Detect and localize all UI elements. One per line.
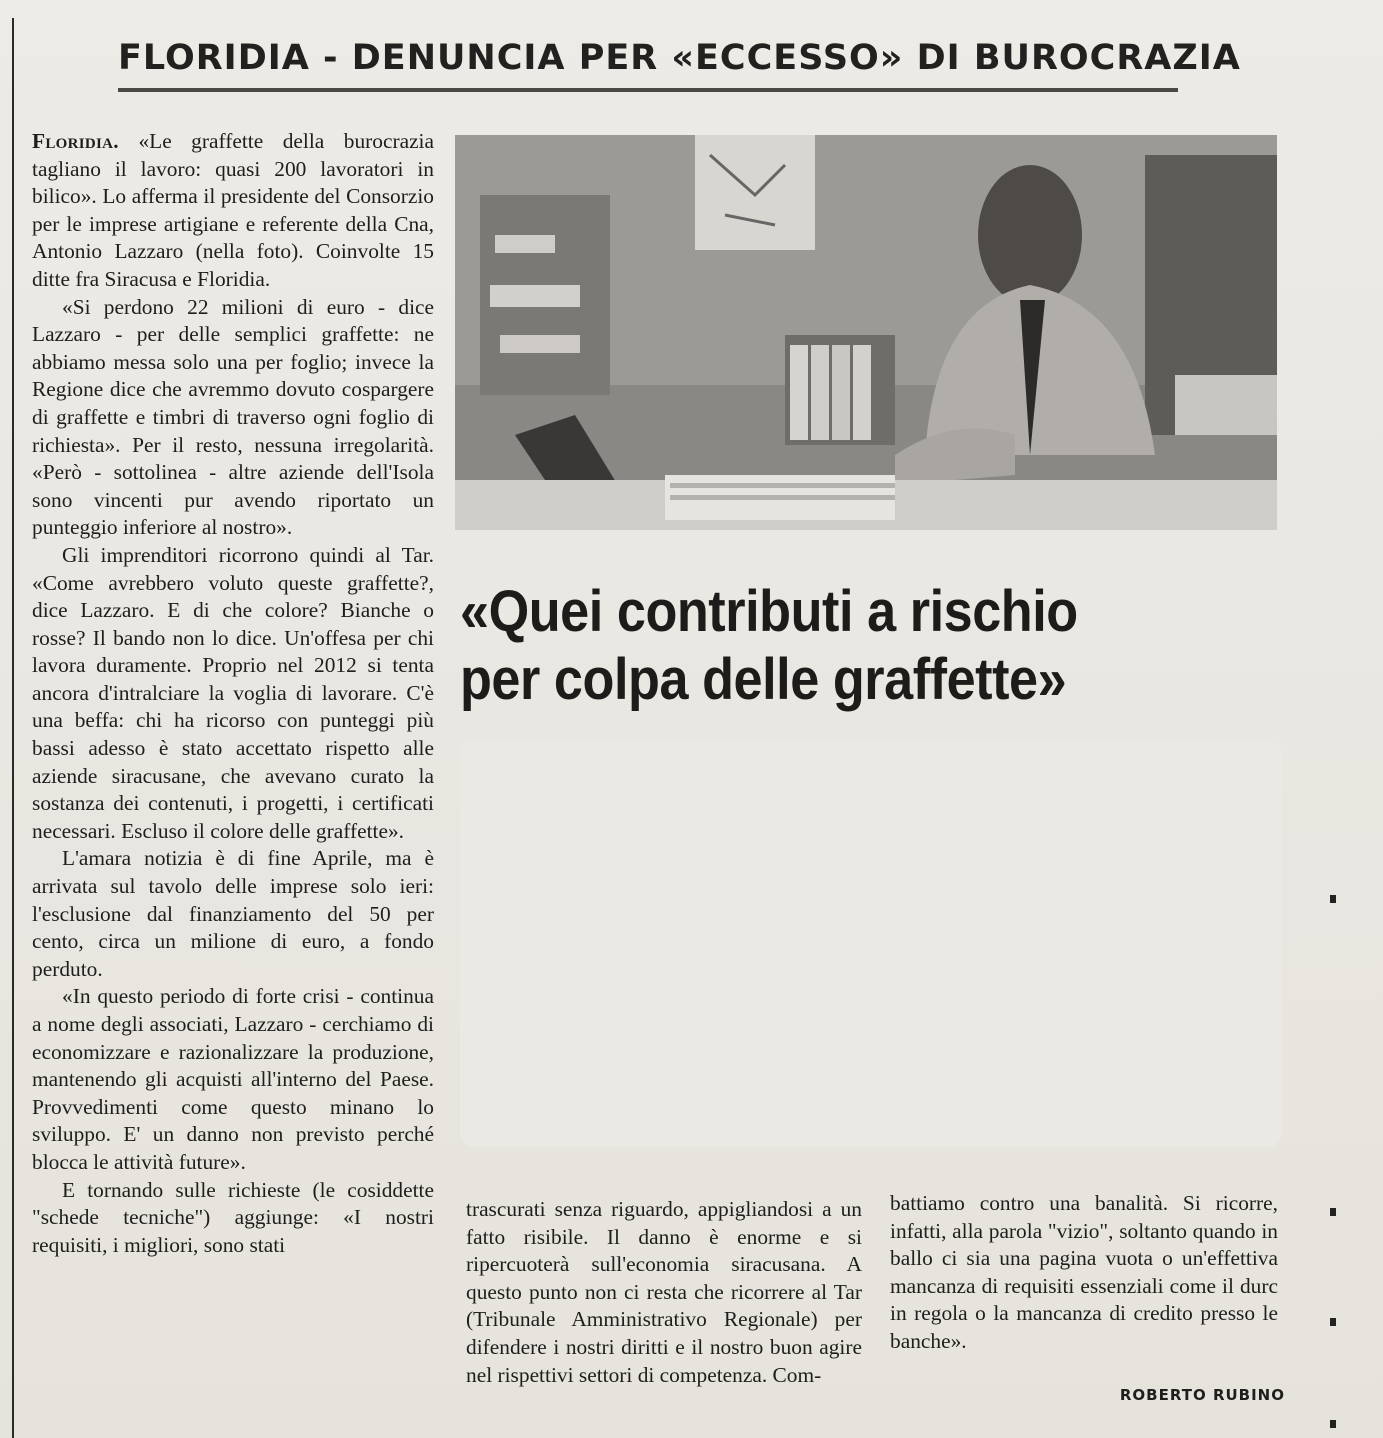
paragraph: Gli imprenditori ricorrono quindi al Tar. «Come avrebbero voluto queste graffette?, dice Lazzaro. E di che colore? Bianche o rosse? Il bando non lo dice. Un'offesa per chi lavora duramente. Proprio nel 2012 si tenta ancora d'intralciare la voglia di lavorare. C'è una beffa: chi ha ricorso con punteggi più bassi adesso è stato accettato rispetto alle aziende siracusane, che avevano curato la sostanza dei contenuti, i progetti, i certificati necessari. Escluso il colore delle graffette». [32,542,434,843]
article-column-1 [32,128,434,1259]
paragraph: trascurati senza riguardo, appigliandosi a un fatto risibile. Il danno è enorme e si ripercuoterà sull'economia siracusana. A questo punto non ci resta che ricorrere al Tar (Tribunale Amministrativo Regionale) per difendere i nostri diritti e il nostro buon agire nel rispettivi settori di competenza. Com- [466,1197,862,1387]
margin-mark [1330,895,1336,903]
headline-line: per colpa delle graffette» [460,647,1067,712]
margin-mark [1330,1420,1336,1428]
margin-mark [1330,1318,1336,1326]
dateline: Floridia. [32,129,119,153]
paragraph-text: «Le graffette della burocrazia tagliano il lavoro: quasi 200 lavoratori in bilico». Lo afferma il presidente del Consorzio per le imprese artigiane e referente della Cna, Antonio Lazzaro (nella foto). Coinvolte 15 ditte fra Siracusa e Floridia. [32,129,434,291]
paragraph: L'amara notizia è di fine Aprile, ma è arrivata sul tavolo delle imprese solo ieri: l'esclusione dal finanziamento del 50 per cento, circa un milione di euro, a fondo perduto. [32,846,434,981]
paragraph: E tornando sulle richieste (le cosiddette "schede tecniche") aggiunge: «I nostri requisiti, i migliori, sono stati [32,1177,434,1257]
photo-man-at-desk [455,135,1277,530]
blank-area [460,740,1282,1147]
paragraph: «Si perdono 22 milioni di euro - dice Lazzaro - per delle semplici graffette: ne abbiamo messa solo una per foglio; invece la Regione dice che avremmo dovuto cospargere di graffette e timbri di traverso ogni foglio di richiesta». Per il resto, nessuna irregolarità. «Però - sottolinea - altre aziende dell'Isola sono vincenti pur avendo riportato un punteggio inferiore al nostro». [32,294,434,540]
headline-line: «Quei contributi a rischio [460,579,1078,644]
article-column-2 [466,1196,862,1389]
margin-mark [1330,1208,1336,1216]
kicker-underline [118,88,1178,92]
paragraph: «In questo periodo di forte crisi - continua a nome degli associati, Lazzaro - cerchiamo di economizzare e razionalizzare la produzione, mantenendo gli acquisti all'interno del Paese. Provvedimenti come questo minano lo sviluppo. E' un danno non previsto perché blocca le attività future». [32,984,434,1174]
paragraph: battiamo contro una banalità. Si ricorre, infatti, alla parola "vizio", soltanto quando in ballo ci sia una pagina vuota o un'effettiva mancanza di requisiti essenziali come il durc in regola o la mancanza di credito presso le banche». [890,1191,1278,1353]
kicker-headline: FLORIDIA - DENUNCIA PER «ECCESSO» DI BUROCRAZIA [118,38,1241,78]
article-column-3 [890,1190,1278,1356]
column-rule [12,18,14,1438]
photo-illustration [455,135,1277,530]
author-byline: ROBERTO RUBINO [1119,1386,1285,1404]
main-headline [460,578,1198,714]
paragraph [32,128,434,294]
